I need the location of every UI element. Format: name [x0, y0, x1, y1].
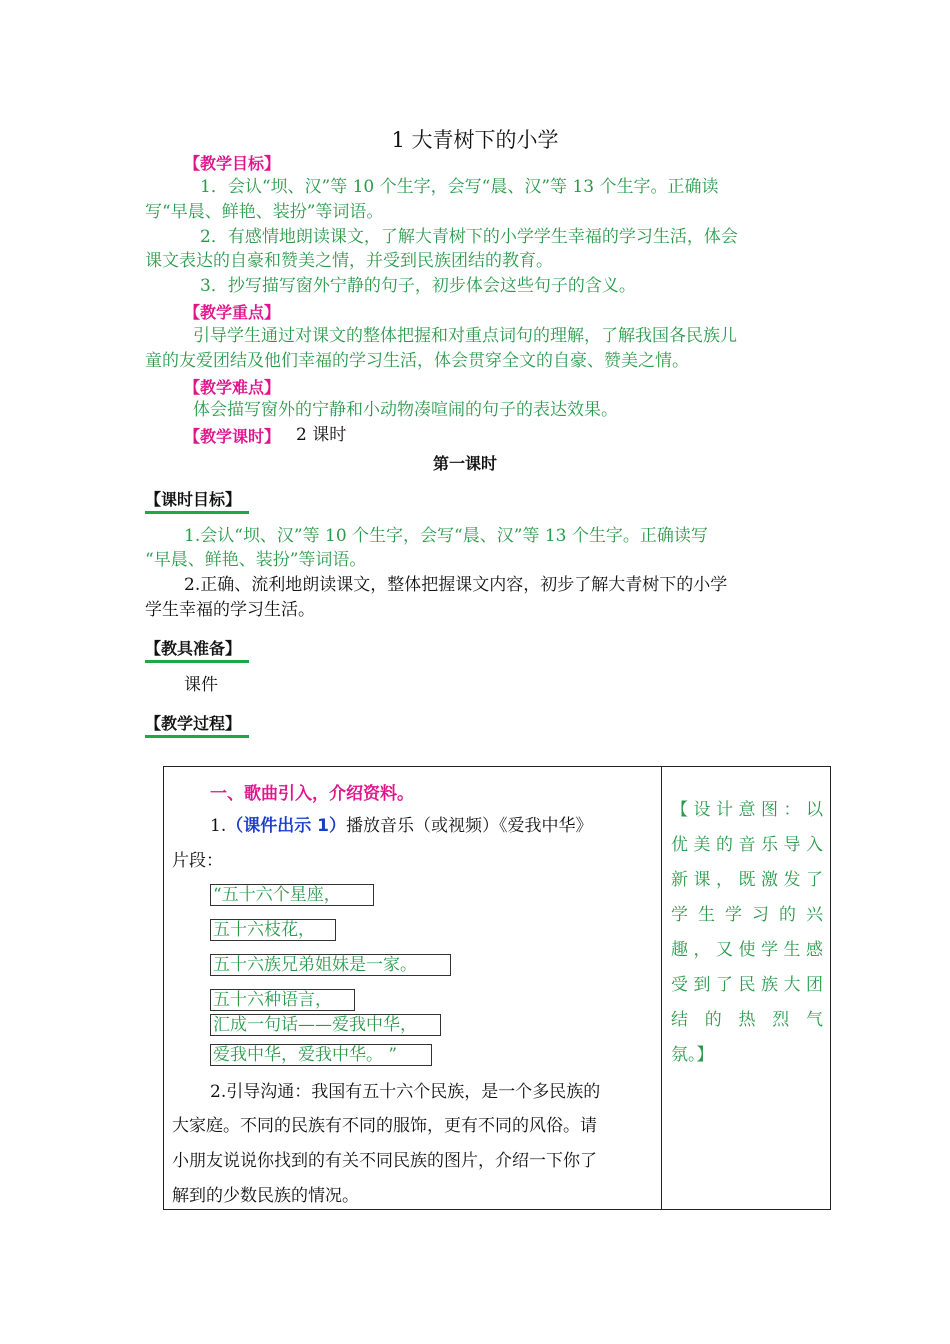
prep-heading: 【教具准备】 [145, 636, 249, 663]
item-2-line-3: 小朋友说说你找到的有关不同民族的图片，介绍一下你了 [172, 1151, 597, 1171]
lyric-line: 汇成一句话——爱我中华， [210, 1014, 441, 1036]
lesson-goal-2-line-1: 2.正确、流利地朗读课文，整体把握课文内容，初步了解大青树下的小学 [184, 575, 728, 595]
lesson-title: 第一课时 [432, 454, 497, 473]
key-heading: 【教学重点】 [184, 303, 281, 322]
difficulty-heading: 【教学难点】 [184, 378, 281, 397]
step-heading: 一、歌曲引入，介绍资料。 [210, 784, 414, 804]
goal-item-1-line-1: 1．会认“坝、汉”等 10 个生字，会写“晨、汉”等 13 个生字。正确读 [200, 177, 719, 197]
prep-heading-wrap [145, 636, 249, 663]
lyric-line: 五十六种语言， [210, 989, 355, 1011]
design-intent-line: 新课，既激发了 [671, 870, 823, 890]
item-2-line-1: 2.引导沟通：我国有五十六个民族，是一个多民族的 [210, 1082, 601, 1102]
design-intent-line: 【设计意图：以 [671, 800, 823, 820]
item-2-line-2: 大家庭。不同的民族有不同的服饰，更有不同的风俗。请 [172, 1116, 597, 1136]
goal-item-2-line-1: 2．有感情地朗读课文，了解大青树下的小学学生幸福的学习生活，体会 [200, 227, 738, 247]
table-divider [661, 766, 662, 1210]
goal-item-1-line-2: 写“早晨、鲜艳、装扮”等词语。 [145, 202, 384, 222]
design-intent-line: 受到了民族大团 [671, 975, 823, 995]
prep-value: 课件 [184, 675, 218, 695]
item-1-text: 播放音乐（或视频）《爱我中华》 [345, 816, 593, 836]
goal-item-3: 3．抄写描写窗外宁静的句子，初步体会这些句子的含义。 [200, 276, 636, 296]
design-intent-line: 学生学习的兴 [671, 905, 823, 925]
item-1-continuation: 片段： [172, 851, 223, 871]
lesson-goal-2-line-2: 学生幸福的学习生活。 [145, 600, 315, 620]
lyric-line: 爱我中华，爱我中华。 ” [210, 1044, 432, 1066]
process-heading: 【教学过程】 [145, 711, 249, 738]
design-intent-line: 结的热烈气 [671, 1010, 823, 1030]
courseware-tag: （课件出示 1） [226, 816, 346, 836]
table-item-1 [210, 813, 592, 839]
key-line-2: 童的友爱团结及他们幸福的学习生活，体会贯穿全文的自豪、赞美之情。 [145, 351, 689, 371]
key-line-1: 引导学生通过对课文的整体把握和对重点词句的理解，了解我国各民族儿 [193, 326, 737, 346]
lyric-line: “五十六个星座， [210, 884, 374, 906]
lyric-line: 五十六枝花， [210, 919, 336, 941]
hours-value: 2 课时 [296, 425, 347, 445]
lesson-goal-1-line-2: “早晨、鲜艳、装扮”等词语。 [145, 550, 367, 570]
lesson-goal-1-line-1: 1.会认“坝、汉”等 10 个生字，会写“晨、汉”等 13 个生字。正确读写 [184, 526, 708, 546]
page-title: 1 大青树下的小学 [391, 128, 559, 152]
design-intent-line: 优美的音乐导入 [671, 835, 823, 855]
lesson-goal-heading: 【课时目标】 [145, 487, 249, 514]
design-intent-line: 氛。】 [671, 1045, 714, 1065]
design-intent-line: 趣，又使学生感 [671, 940, 823, 960]
hours-heading: 【教学课时】 [184, 427, 281, 446]
lesson-goal-heading-wrap [145, 487, 249, 514]
goals-heading: 【教学目标】 [184, 154, 281, 173]
goal-item-2-line-2: 课文表达的自豪和赞美之情，并受到民族团结的教育。 [145, 251, 553, 271]
item-1-number: 1. [210, 816, 227, 836]
lyric-line: 五十六族兄弟姐妹是一家。 [210, 954, 451, 976]
item-2-line-4: 解到的少数民族的情况。 [172, 1186, 359, 1206]
process-heading-wrap [145, 711, 249, 738]
design-intent-note [671, 793, 823, 1073]
difficulty-line-1: 体会描写窗外的宁静和小动物凑喧闹的句子的表达效果。 [193, 400, 618, 420]
